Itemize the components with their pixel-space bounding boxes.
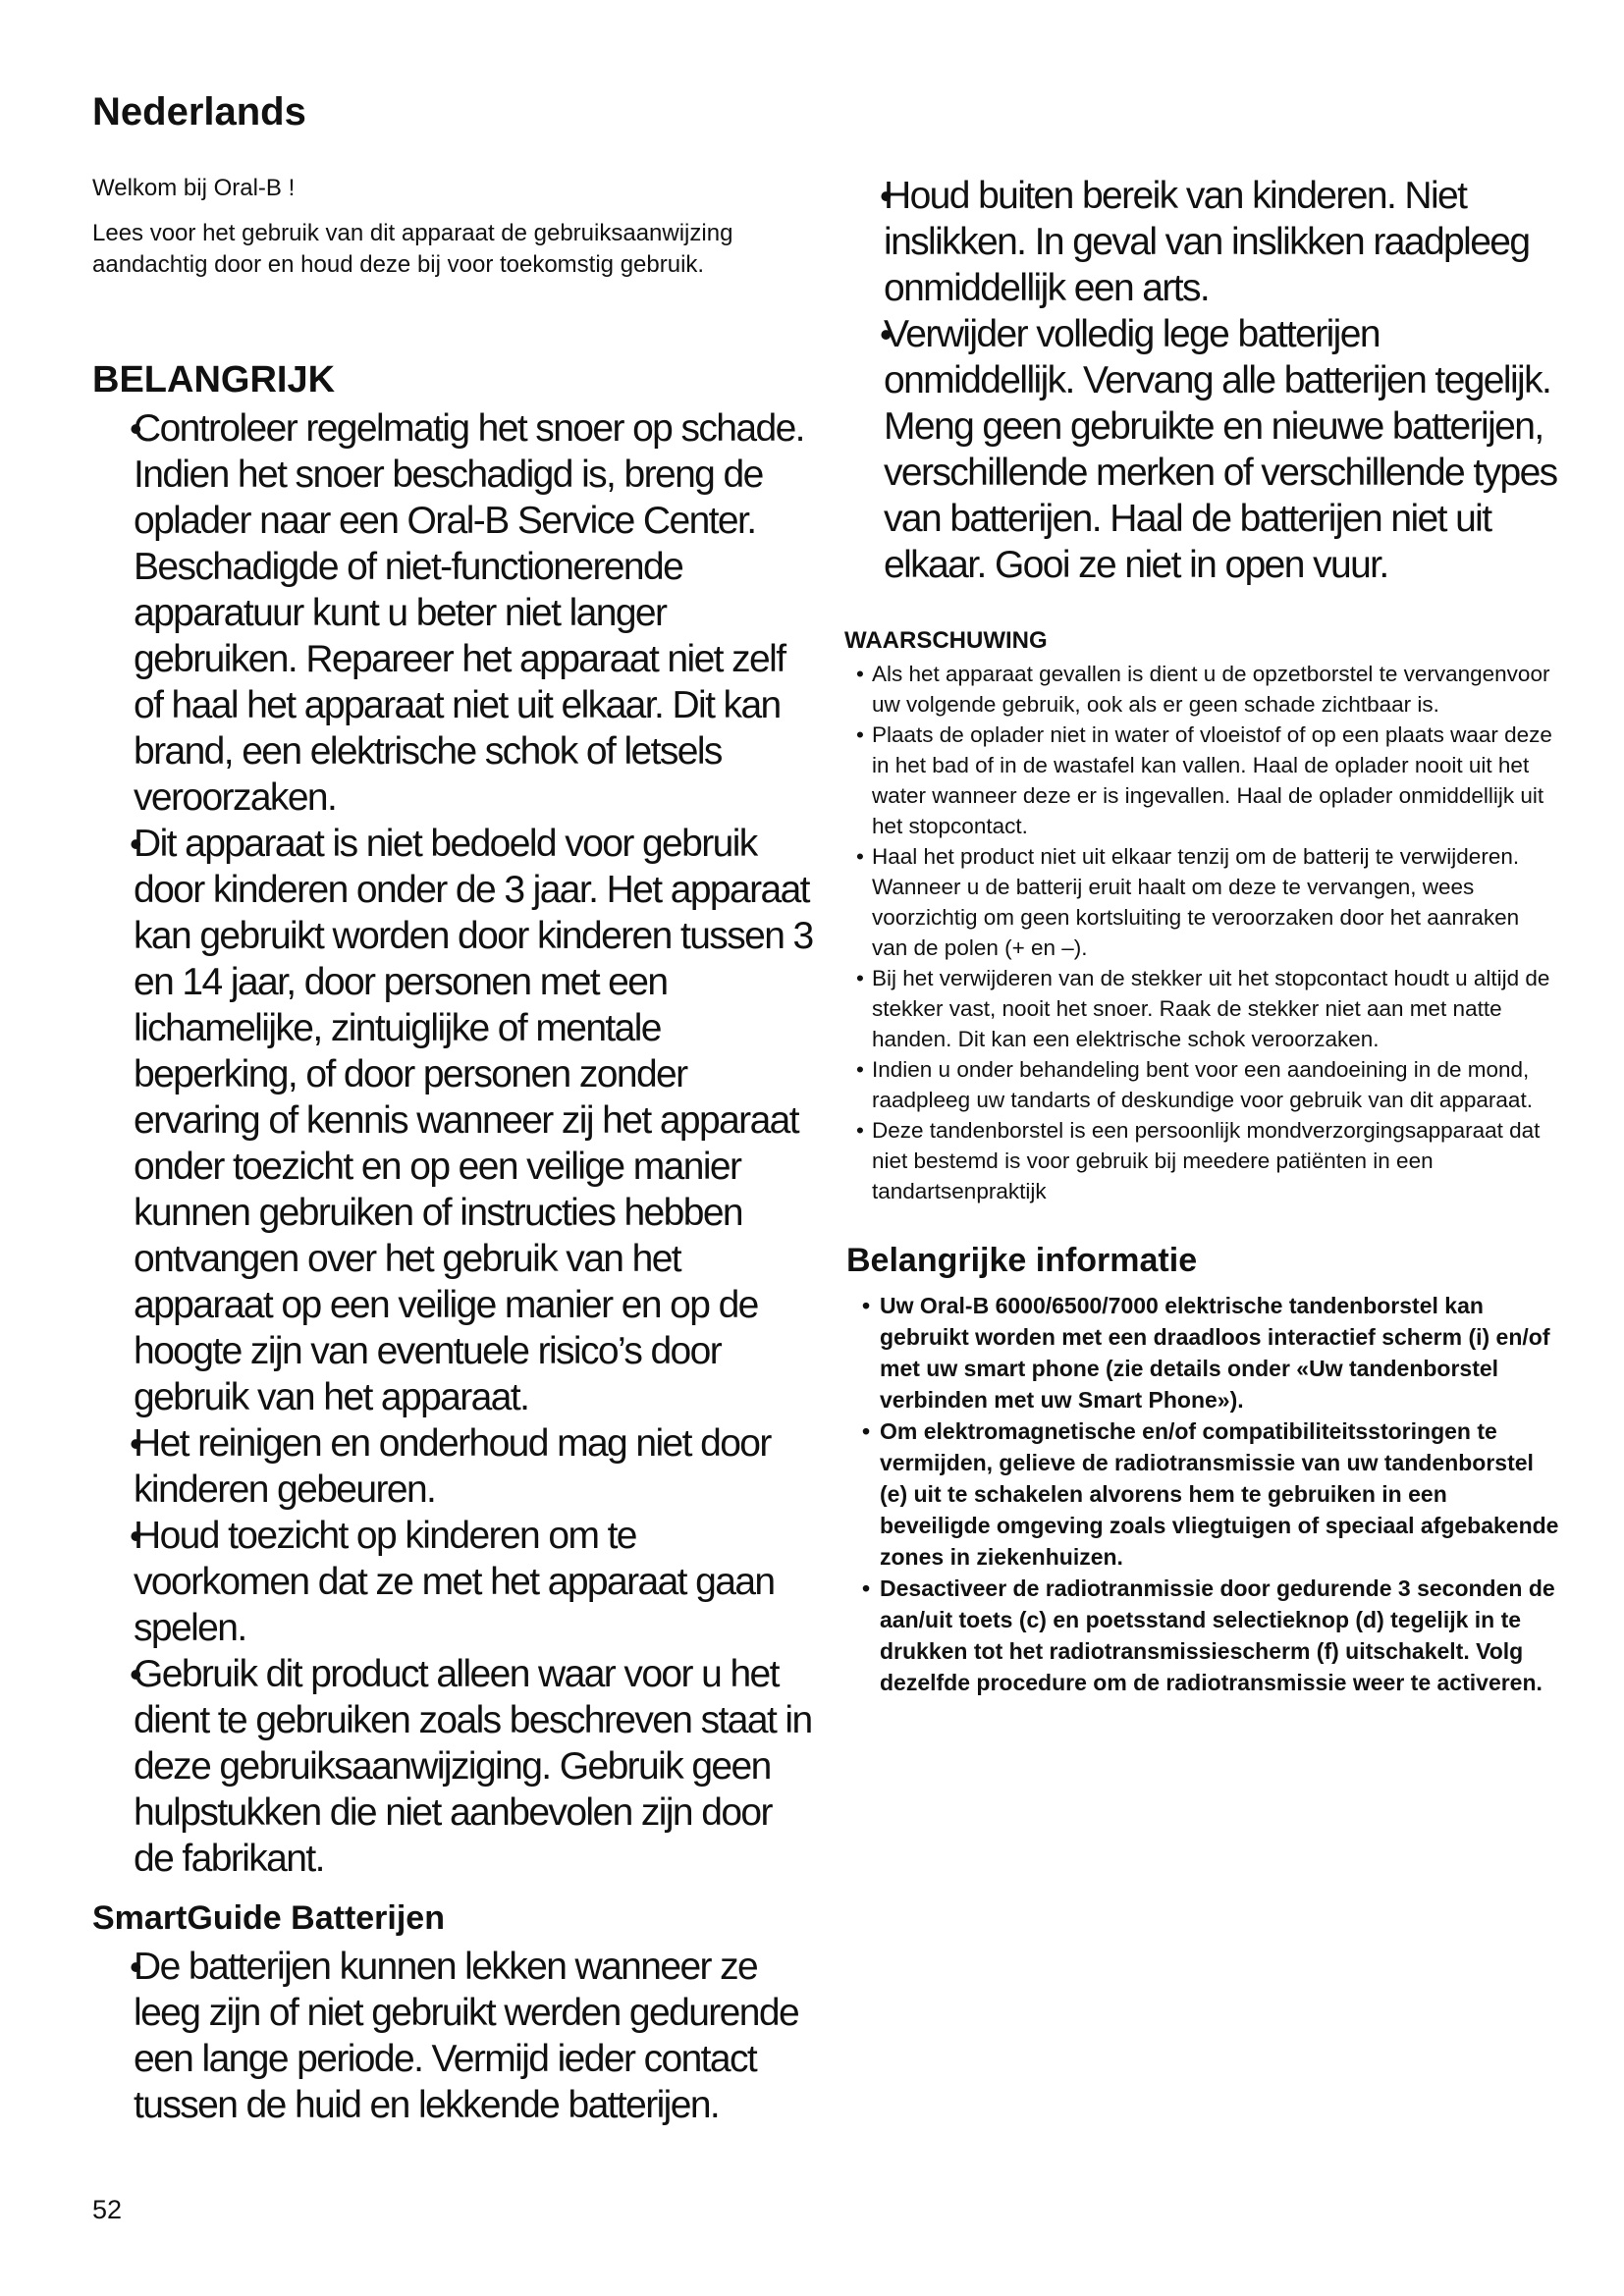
list-item: • Uw Oral-B 6000/6500/7000 elektrische tandenborstel kan gebruikt worden met een draadloos interactief scherm (i) en/of met uw smart phone (zie details onder «Uw tandenborstel verbinden met uw Smart Phone»). xyxy=(856,1290,1559,1415)
list-item: • Houd toezicht op kinderen om te voorkomen dat ze met het apparaat gaan spelen. xyxy=(92,1513,819,1651)
page-number: 52 xyxy=(92,2195,123,2224)
list-item: • Controleer regelmatig het snoer op schade. Indien het snoer beschadigd is, breng de oplader naar een Oral-B Service Center. Beschadigde of niet-functionerende apparatuur kunt u beter niet langer gebruiken. Repareer het apparaat niet zelf of haal het apparaat niet uit elkaar. Dit kan brand, een elektrische schok of letsels veroorzaken. xyxy=(92,405,819,821)
list-item: • Verwijder volledig lege batterijen onmiddellijk. Vervang alle batterijen tegelijk. Meng geen gebruikte en nieuwe batterijen, verschillende merken of verschillende types van batterijen. Haal de batterijen niet uit elkaar. Gooi ze niet in open vuur. xyxy=(842,311,1559,588)
belangrijk-heading: BELANGRIJK xyxy=(92,359,336,400)
info-heading: Belangrijke informatie xyxy=(846,1242,1198,1279)
intro xyxy=(92,173,799,294)
list-item: • Als het apparaat gevallen is dient u de opzetborstel te vervangenvoor uw volgende gebruik, ook als er geen schade zichtbaar is. xyxy=(842,659,1559,720)
list-item: • De batterijen kunnen lekken wanneer ze leeg zijn of niet gebruikt werden gedurende een lange periode. Vermijd ieder contact tussen de huid en lekkende batterijen. xyxy=(92,1944,819,2128)
waarschuwing-list xyxy=(842,659,1559,1206)
list-item: • Bij het verwijderen van de stekker uit het stopcontact houdt u altijd de stekker vast, nooit het snoer. Raak de stekker niet aan met natte handen. Dit kan een elektrische schok veroorzaken. xyxy=(842,963,1559,1054)
info-list xyxy=(842,1290,1559,1698)
welcome-text: Welkom bij Oral-B ! xyxy=(92,175,296,201)
right-column xyxy=(842,173,1559,1698)
list-item: • Om elektromagnetische en/of compatibiliteitsstoringen te vermijden, gelieve de radiotransmissie van uw tandenborstel (e) uit te schakelen alvorens hem te gebruiken in een beveiligde omgeving zoals vliegtuigen of speciaal afgebakende zones in ziekenhuizen. xyxy=(856,1415,1559,1573)
right-top-list xyxy=(842,173,1559,588)
belangrijk-list xyxy=(92,405,819,1882)
instructions-text: Lees voor het gebruik van dit apparaat de gebruiksaanwijzing aandachtig door en houd deze bij voor toekomstig gebruik. xyxy=(92,220,733,278)
page-title: Nederlands xyxy=(92,90,306,133)
list-item: • Desactiveer de radiotranmissie door gedurende 3 seconden de aan/uit toets (c) en poetsstand selectieknop (d) tegelijk in te drukken tot het radiotransmissiescherm (f) uitschakelt. Volg dezelfde procedure om de radiotransmissie weer te activeren. xyxy=(856,1573,1559,1698)
smartguide-heading: SmartGuide Batterijen xyxy=(92,1899,445,1937)
waarschuwing-heading: WAARSCHUWING xyxy=(844,627,1048,654)
list-item: • Dit apparaat is niet bedoeld voor gebruik door kinderen onder de 3 jaar. Het apparaat kan gebruikt worden door kinderen tussen 3 en 14 jaar, door personen met een lichamelijke, zintuiglijke of mentale beperking, of door personen zonder ervaring of kennis wanneer zij het apparaat onder toezicht en op een veilige manier kunnen gebruiken of instructies hebben ontvangen over het gebruik van het apparaat op een veilige manier en op de hoogte zijn van eventuele risico’s door gebruik van het apparaat. xyxy=(92,821,819,1420)
list-item: • Deze tandenborstel is een persoonlijk mondverzorgingsapparaat dat niet bestemd is voor gebruik bij meedere patiënten in een tandartsenpraktijk xyxy=(842,1115,1559,1206)
list-item: • Gebruik dit product alleen waar voor u het dient te gebruiken zoals beschreven staat in deze gebruiksaanwijziging. Gebruik geen hulpstukken die niet aanbevolen zijn door de fabrikant. xyxy=(92,1651,819,1882)
smartguide-list xyxy=(92,1944,819,2128)
list-item: • Indien u onder behandeling bent voor een aandoeining in de mond, raadpleeg uw tandarts of deskundige voor gebruik van dit apparaat. xyxy=(842,1054,1559,1115)
list-item: • Het reinigen en onderhoud mag niet door kinderen gebeuren. xyxy=(92,1420,819,1513)
list-item: • Haal het product niet uit elkaar tenzij om de batterij te verwijderen. Wanneer u de batterij eruit haalt om deze te vervangen, wees voorzichtig om geen kortsluiting te veroorzaken door het aanraken van de polen (+ en –). xyxy=(842,841,1559,963)
list-item: • Plaats de oplader niet in water of vloeistof of op een plaats waar deze in het bad of in de wastafel kan vallen. Haal de oplader nooit uit het water wanneer deze er is ingevallen. Haal de oplader onmiddellijk uit het stopcontact. xyxy=(842,720,1559,841)
list-item: • Houd buiten bereik van kinderen. Niet inslikken. In geval van inslikken raadpleeg onmiddellijk een arts. xyxy=(842,173,1559,311)
left-column xyxy=(92,359,819,2128)
